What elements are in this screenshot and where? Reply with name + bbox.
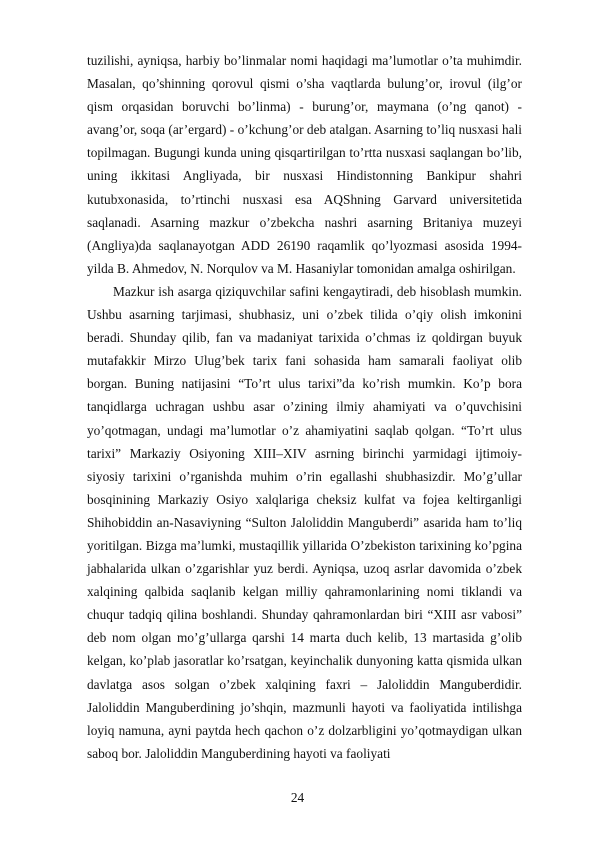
body-paragraph-1: tuzilishi, ayniqsa, harbiy bo’linmalar nomi haqidagi ma’lumotlar o’ta muhimdir. Masalan, qo’shinning qorovul qismi o’sha vaqtlarda bulung’or, irovul (ilg’or qism orqasidan boruvchi bo’linma) - burung’or, maymana (o’ng qanot) - avang’or, soqa (ar’ergard) - o’kchung’or deb atalgan. Asarning to’liq nusxasi hali topilmagan. Bugungi kunda uning qisqartirilgan to’rtta nusxasi saqlangan bo’lib, uning ikkitasi Angliyada, bir nusxasi Hindistonning Bankipur shahri kutubxonasida, to’rtinchi nusxasi esa AQShning Garvard universitetida saqlanadi. Asarning mazkur o’zbekcha nashri asarning Britaniya muzeyi (Angliya)da saqlanayotgan ADD 26190 raqamlik qo’lyozmasi asosida 1994- yilda B. Ahmedov, N. Norqulov va M. Hasaniylar tomonidan amalga oshirilgan. <box>87 53 522 276</box>
page-number: 24 <box>290 790 305 805</box>
body-paragraph-2: Mazkur ish asarga qiziquvchilar safini kengaytiradi, deb hisoblash mumkin. Ushbu asarning tarjimasi, shubhasiz, uni o’zbek tilida o’qiy olish imkonini beradi. Shunday qilib, fan va madaniyat tarixida o’chmas iz qoldirgan buyuk mutafakkir Mirzo Ulug’bek tarix fani sohasida ham samarali faoliyat olib borgan. Buning natijasini “To’rt ulus tarixi”da ko’rish mumkin. Ko’p bora tanqidlarga uchragan ushbu asar o’zining ilmiy ahamiyati va o’quvchisini yo’qotmagan, undagi ma’lumotlar o’z ahamiyatini saqlab qolgan. “To’rt ulus tarixi” Markaziy Osiyoning XIII–XIV asrning birinchi yarmidagi ijtimoiy-siyosiy tarixini o’rganishda muhim o’rin egallashi shubhasizdir. Mo’g’ullar bosqinining Markaziy Osiyo xalqlariga cheksiz kulfat va fojea keltirganligi Shihobiddin an-Nasaviyning “Sulton Jaloliddin Manguberdi” asarida ham to’liq yoritilgan. Bizga ma’lumki, mustaqillik yillarida O’zbekiston tarixining ko’pgina jabhalarida ulkan o’zgarishlar yuz berdi. Ayniqsa, uzoq asrlar davomida o’zbek xalqining qalbida saqlanib kelgan milliy qahramonlarining nomi tiklandi va chuqur tadqiq qilina boshlandi. Shunday qahramonlardan biri “XIII asr vabosi” deb nom olgan mo’g’ullarga qarshi 14 marta duch kelib, 13 martasida g’olib kelgan, ko’plab jasoratlar ko’rsatgan, keyinchalik dunyoning katta qismida ulkan davlatga asos solgan o’zbek xalqining faxri – Jaloliddin Manguberdidir. Jaloliddin Manguberdining jo’shqin, mazmunli hayoti va faoliyatida intilishga loyiq namuna, ayni paytda hech qachon o’z dolzarbligini yo’qotmaydigan ulkan saboq bor. Jaloliddin Manguberdining hayoti va faoliyati <box>87 283 522 761</box>
document-page <box>87 49 522 765</box>
